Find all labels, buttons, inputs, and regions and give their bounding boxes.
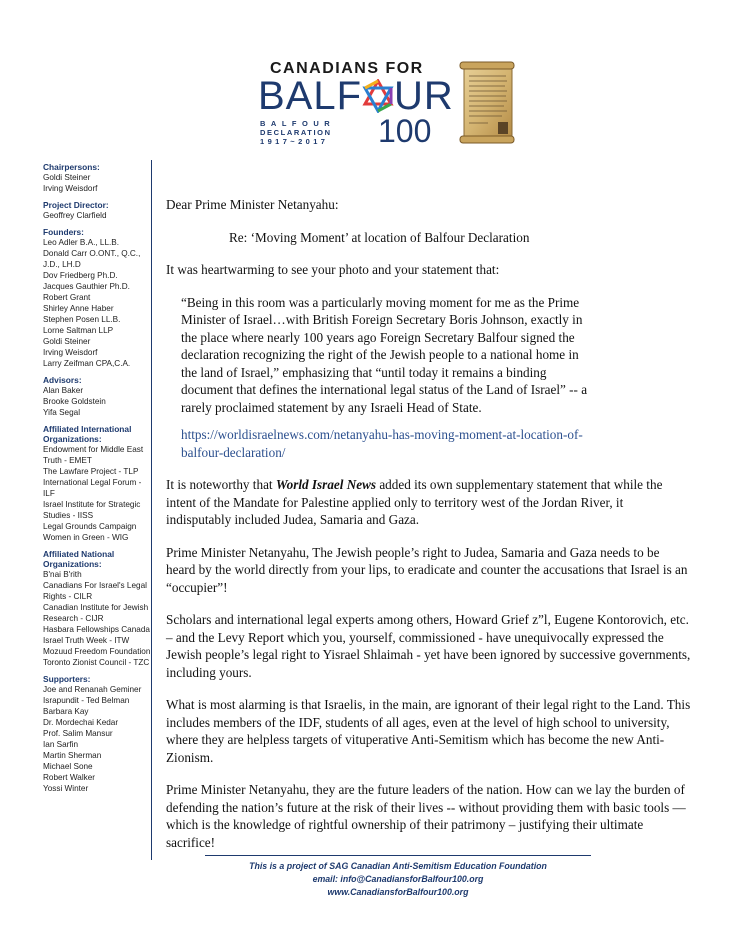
sidebar-list-item: Jacques Gauthier Ph.D.: [43, 282, 130, 291]
sidebar-section-heading: Founders:: [43, 227, 84, 237]
sidebar-list-item: Prof. Salim Mansur: [43, 729, 113, 738]
sidebar-list-item: Israel Truth Week - ITW: [43, 636, 130, 645]
sidebar-list-item: Alan Baker: [43, 386, 84, 395]
sidebar-section-heading: Advisors:: [43, 375, 82, 385]
sidebar-list-item: Women in Green - WIG: [43, 533, 129, 542]
sidebar-section-heading: Affiliated National Organizations:: [43, 549, 115, 569]
source-link[interactable]: [181, 426, 591, 461]
sidebar-section: [43, 375, 151, 418]
intro-paragraph: It was heartwarming to see your photo and your statement that:: [166, 262, 500, 277]
sidebar-section: [43, 424, 151, 543]
paragraph-1-end: added its own supplementary statement that while the intent of the Mandate for Palestine applied only to territory west of the Jordan River, it indisputably included Judea, Samaria and Gaza.: [166, 477, 663, 527]
sidebar-list-item: B'nai B'rith: [43, 570, 82, 579]
footer-project-line: This is a project of SAG Canadian Anti-Semitism Education Foundation: [249, 861, 547, 871]
quoted-statement: “Being in this room was a particularly moving moment for me as the Prime Minister of Israel…with British Foreign Secretary Boris Johnson, exactly in the place where nearly 100 years ago Foreign Secretary Balfour signed the declaration recognizing the right of the Jewish people to a national home in the land of Israel,” emphasizing that “until today it remains a binding document that defines the international legal status of the Land of Israel” -- a rarely proclaimed statement by any Israeli Head of State.: [181, 294, 588, 415]
paragraph-1: [166, 476, 691, 529]
sidebar-section: [43, 227, 151, 369]
sidebar-section-heading: Supporters:: [43, 674, 91, 684]
sidebar-list-item: Larry Zeifman CPA,C.A.: [43, 359, 131, 368]
sidebar-roster: [43, 162, 151, 800]
footer: [205, 860, 591, 899]
sidebar-list-item: Goldi Steiner: [43, 173, 91, 182]
sidebar-list-item: Brooke Goldstein: [43, 397, 106, 406]
paragraph-3: Scholars and international legal experts among others, Howard Grief z”l, Eugene Kontorovich, etc. – and the Levy Report which you, yourself, commissioned - have unequivocally expressed the Jewish people’s legal right to Yisrael Shlaimah - yet have been ignored by successive governments, including yours.: [166, 612, 691, 680]
logo-sub-line1: BALFOUR: [260, 119, 336, 128]
sidebar-divider: [151, 160, 152, 860]
footer-email[interactable]: email: info@CanadiansforBalfour100.org: [312, 874, 484, 884]
salutation: Dear Prime Minister Netanyahu:: [166, 197, 339, 212]
logo-subtitle: [260, 119, 335, 146]
logo-sub-line2: DECLARATION: [260, 128, 332, 137]
paragraph-4: What is most alarming is that Israelis, in the main, are ignorant of their legal right to the Land. This includes members of the IDF, students of all ages, even at the level of high school to university, where they are helpless targets of vituperative Anti-Semitism which has become the new Anti-Zionism.: [166, 697, 691, 765]
sidebar-list-item: Israpundit - Ted Belman: [43, 696, 130, 705]
sidebar-list-item: Canadians For Israel's Legal Rights - CILR: [43, 581, 147, 601]
sidebar-list-item: Yossi Winter: [43, 784, 89, 793]
footer-divider: [205, 855, 591, 856]
sidebar-list-item: Shirley Anne Haber: [43, 304, 114, 313]
letter-body: [166, 196, 691, 866]
sidebar-list-item: Canadian Institute for Jewish Research - CIJR: [43, 603, 149, 623]
sidebar-list-item: Robert Walker: [43, 773, 96, 782]
publication-name: World Israel News: [275, 477, 377, 492]
sidebar-section-heading: Project Director:: [43, 200, 109, 210]
organization-logo: [258, 58, 458, 148]
sidebar-list-item: Mozuud Freedom Foundation: [43, 647, 151, 656]
logo-number: 100: [378, 113, 432, 149]
sidebar-list-item: Donald Carr O.ONT., Q.C., J.D., LH.D: [43, 249, 141, 269]
sidebar-list-item: Yifa Segal: [43, 408, 81, 417]
logo-main-right: UR: [394, 74, 454, 118]
sidebar-section-heading: Chairpersons:: [43, 162, 100, 172]
sidebar-section: [43, 549, 151, 668]
sidebar-list-item: Endowment for Middle East Truth - EMET: [43, 445, 144, 465]
paragraph-5: Prime Minister Netanyahu, they are the future leaders of the nation. How can we lay the burden of defending the nation’s future at the risk of their lives -- without providing them with basic tools — which is the knowledge of rightful ownership of their patrimony – justifying their ultimate sacrifice!: [166, 782, 686, 850]
sidebar-list-item: Hasbara Fellowships Canada: [43, 625, 150, 634]
sidebar-list-item: Dov Friedberg Ph.D.: [43, 271, 118, 280]
sidebar-list-item: Irving Weisdorf: [43, 184, 98, 193]
sidebar-list-item: Ian Sarfin: [43, 740, 79, 749]
sidebar-list-item: Robert Grant: [43, 293, 91, 302]
sidebar-section: [43, 162, 151, 194]
star-of-david-icon: [362, 79, 394, 111]
sidebar-list-item: Goldi Steiner: [43, 337, 91, 346]
sidebar-list-item: Legal Grounds Campaign: [43, 522, 137, 531]
sidebar-section-heading: Affiliated International Organizations:: [43, 424, 132, 444]
sidebar-list-item: Michael Sone: [43, 762, 93, 771]
sidebar-list-item: Israel Institute for Strategic Studies - IISS: [43, 500, 141, 520]
sidebar-list-item: Dr. Mordechai Kedar: [43, 718, 119, 727]
paragraph-2: Prime Minister Netanyahu, The Jewish people’s right to Judea, Samaria and Gaza needs to be heard by the world directly from your lips, to eradicate and counter the accusations that Israel is an “occupier”!: [166, 544, 688, 595]
sidebar-list-item: Joe and Renanah Geminer: [43, 685, 142, 694]
sidebar-list-item: Leo Adler B.A., LL.B.: [43, 238, 120, 247]
sidebar-section: [43, 674, 151, 794]
sidebar-list-item: Geoffrey Clarfield: [43, 211, 107, 220]
sidebar-section: [43, 200, 151, 221]
source-link-text: https://worldisraelnews.com/netanyahu-has-moving-moment-at-location-of-balfour-declaration/: [181, 427, 583, 460]
sidebar-list-item: Lorne Saltman LLP: [43, 326, 114, 335]
sidebar-list-item: Stephen Posen LL.B.: [43, 315, 121, 324]
sidebar-list-item: International Legal Forum - ILF: [43, 478, 142, 498]
subject-line: Re: ‘Moving Moment’ at location of Balfour Declaration: [229, 229, 530, 245]
balfour-declaration-scroll-icon: [458, 60, 516, 145]
sidebar-list-item: Irving Weisdorf: [43, 348, 98, 357]
sidebar-list-item: Martin Sherman: [43, 751, 102, 760]
footer-website[interactable]: www.CanadiansforBalfour100.org: [327, 887, 469, 897]
logo-sub-line3: 1917~2017: [260, 137, 329, 146]
paragraph-1-start: It is noteworthy that: [166, 477, 276, 492]
sidebar-list-item: Barbara Kay: [43, 707, 89, 716]
logo-main-left: BALF: [258, 74, 363, 118]
logo-top-text: CANADIANS FOR: [270, 60, 424, 77]
sidebar-list-item: The Lawfare Project - TLP: [43, 467, 139, 476]
sidebar-list-item: Toronto Zionist Council - TZC: [43, 658, 150, 667]
